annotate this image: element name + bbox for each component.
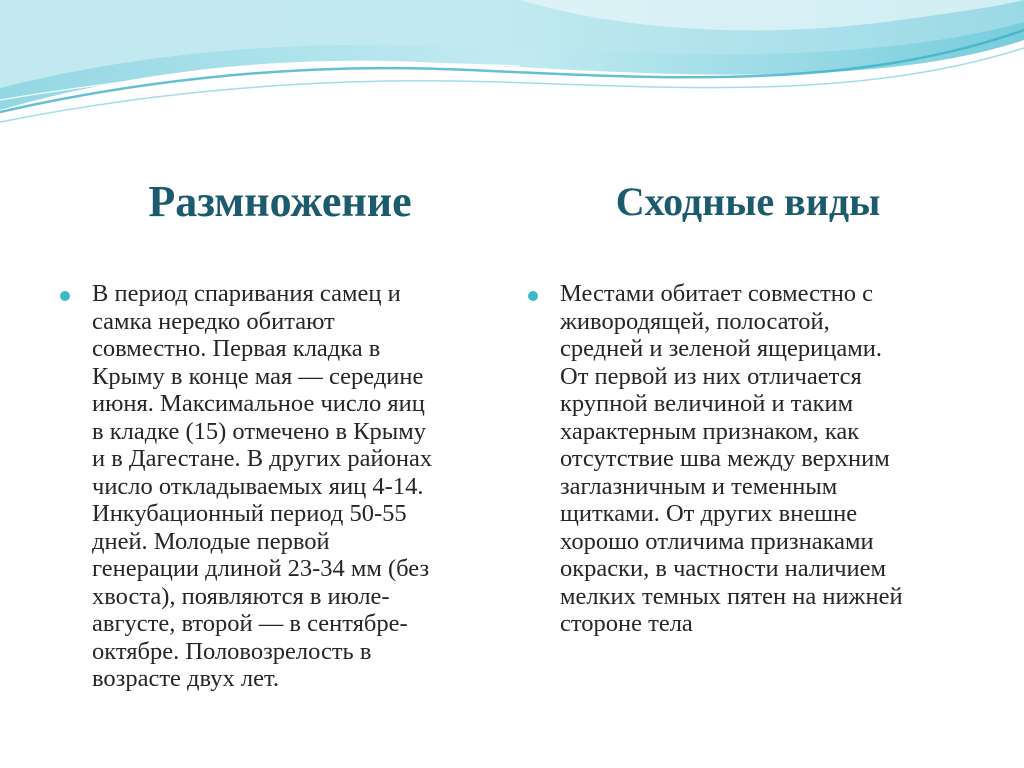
left-bullet-text: В период спаривания самец и самка нередко обитают совместно. Первая кладка в Крыму в конце мая — середине июня. Максимальное число яиц в кладке (15) отмечено в Крыму и в Дагестане. В других районах число откладываемых яиц 4-14. Инкубационный период 50-55 дней. Молодые первой генерации длиной 23-34 мм (без хвоста), появляются в июле- августе, второй — в сентябре- октябре. Половозрелость в возрасте двух лет. xyxy=(92,280,433,692)
right-bullet-text: Местами обитает совместно с живородящей, полосатой, средней и зеленой ящерицами. От первой из них отличается крупной величиной и таким характерным признаком, как отсутствие шва между верхним заглазничным и теменным щитками. От других внешне хорошо отличима признаками окраски, в частности наличием мелких темных пятен на нижней стороне тела xyxy=(560,280,903,637)
right-bullet-item xyxy=(528,280,968,638)
right-column xyxy=(528,0,968,768)
right-column-title: Сходные виды xyxy=(615,179,881,224)
bullet-icon xyxy=(528,291,538,301)
left-column xyxy=(60,0,500,768)
left-bullet-item xyxy=(60,280,500,693)
bullet-icon xyxy=(60,291,70,301)
left-column-title: Размножение xyxy=(148,177,412,226)
